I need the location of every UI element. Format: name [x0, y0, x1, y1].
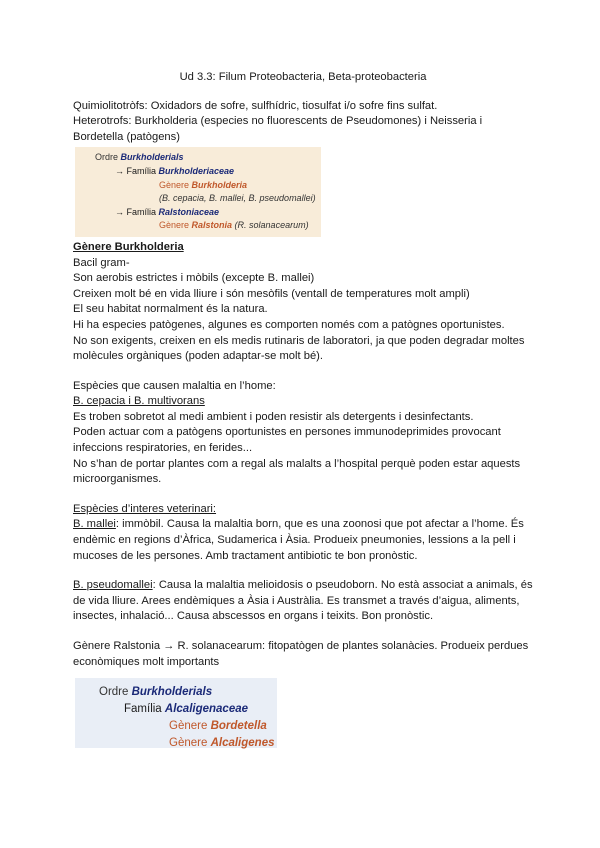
taxonomy-box-burkholderiales — [75, 147, 321, 237]
burk-line: El seu habitat normalment és la natura. — [73, 303, 268, 316]
tax1-species1: (B. cepacia, B. mallei, B. pseudomallei) — [159, 193, 316, 204]
burk-line: Creixen molt bé en vida lliure i són mesòfils (ventall de temperatures molt ampli) — [73, 287, 470, 300]
human-line: Poden actuar com a patògens oportunistes en persones immunodeprimides provocant infeccions respiratories, en ferides... — [73, 426, 501, 455]
burk-line: Hi ha especies patògenes, algunes es comporten només com a patògnes oportunistes. — [73, 318, 505, 331]
quimio-line: Quimiolitotròfs: Oxidadors de sofre, sulfhídric, tiosulfat i/o sofre fins sulfat. — [73, 99, 438, 112]
human-intro: Espècies que causen malaltia en l’home: — [73, 379, 276, 392]
hetero-line: Heterotrofs: Burkholderia (especies no fluorescents de Pseudomones) i Neisseria i Bordetella (patògens) — [73, 115, 483, 143]
tax1-genus2: Gènere Ralstonia (R. solanacearum) — [159, 220, 309, 231]
burkholderia-heading: Gènere Burkholderia — [73, 240, 184, 253]
tax2-family: Família Alcaligenaceae — [124, 703, 249, 715]
tax2-order: Ordre Burkholderials — [99, 686, 213, 698]
tax2-genus1: Gènere Bordetella — [169, 720, 267, 732]
pseudomallei-paragraph: B. pseudomallei: Causa la malaltia melioidosis o pseudoborn. No està associat a animals, és de vida lliure. Arees endèmiques a Àsia i Austràlia. Es transmet a través d’aigua, aliments, insectes, inhalació... Causa abscessos en organs i teixits. Bon pronòstic. — [73, 579, 533, 623]
tax1-family2: → Família Ralstoniaceae — [115, 206, 220, 217]
vet-heading: Espècies d’interes veterinari: — [73, 502, 217, 515]
tax2-genus2: Gènere Alcaligenes — [169, 737, 275, 749]
tax1-order: Ordre Burkholderials — [95, 152, 184, 163]
mallei-paragraph: B. mallei: immòbil. Causa la malaltia born, que es una zoonosi que pot afectar a l’home. És endèmic en regions d’Àfrica, Sudamerica i Àsia. Produeix pneumonies, lessions a la pell i mucoses de les persones. Amb tractament antibiotic te bon pronòstic. — [73, 518, 524, 562]
tax1-genus1: Gènere Burkholderia — [159, 179, 248, 190]
taxonomy-box-alcaligenaceae — [75, 678, 277, 748]
ralstonia-paragraph: Gènere Ralstonia → R. solanacearum: fitopatògen de plantes solanàcies. Produeix perdues econòmiques molt importants — [73, 640, 529, 668]
human-species-heading: B. cepacia i B. multivorans — [73, 395, 205, 408]
burk-line: Son aerobis estrictes i mòbils (excepte B. mallei) — [73, 272, 315, 285]
human-line: No s’han de portar plantes com a regal als malalts a l’hospital perquè poden estar aquests microorganismes. — [73, 457, 521, 486]
tax1-family1: → Família Burkholderiaceae — [115, 165, 235, 176]
human-line: Es troben sobretot al medi ambient i poden resistir als detergents i desinfectants. — [73, 410, 474, 423]
document-body — [73, 70, 533, 670]
page-title: Ud 3.3: Filum Proteobacteria, Beta-proteobacteria — [179, 71, 427, 83]
burk-line: No son exigents, creixen en els medis rutinaris de laboratori, ja que poden degradar moltes molècules orgàniques (poden adaptar-se molt bé). — [73, 334, 525, 363]
burk-line: Bacil gram- — [73, 256, 130, 269]
